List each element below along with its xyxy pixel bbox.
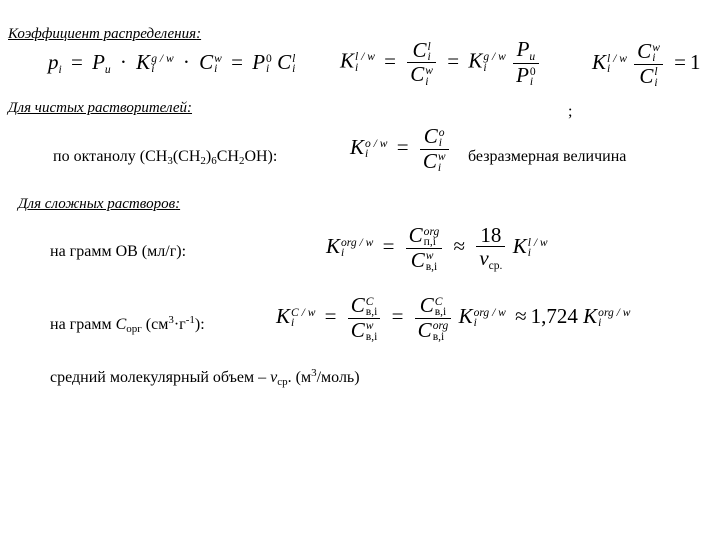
formula-organic-matter: K org / w i = C org п,i C w в,i ≈ $\frac{18}{\nu_{ср.}}$ K l / w i <box>326 223 548 273</box>
fraction: C w i C l i <box>634 40 663 88</box>
fraction: C l i C w i <box>407 39 436 87</box>
fraction: C o i C w i <box>420 125 449 173</box>
semicolon: ; <box>568 103 573 120</box>
formula-carbon-coefficient: K C / w i = C C в,i C w в,i = C C в,i C org в,i K org / w i ≈ 1,724 K org / w i <box>276 293 631 343</box>
heading-text: Коэффициент распределения <box>8 26 197 42</box>
heading-colon: : <box>196 26 202 42</box>
formula-liquid-water-coefficient: K l / w i = C l i C w i = K g / w i $P_u$ P 0 i <box>340 38 541 88</box>
per-gram-ov-label: на грамм ОВ (мл/г): <box>50 243 187 260</box>
heading-distribution-coefficient <box>8 26 201 43</box>
fraction: $P_u$ P 0 i <box>513 38 539 88</box>
heading-complex-solutions: Для сложных растворов: <box>18 196 181 212</box>
octanol-line: по октанолу (CH3(CH2)6CH2OH): <box>53 148 278 167</box>
per-gram-carbon-label: на грамм Cорг $(см^3\cdot г^{-1})$: <box>50 314 205 335</box>
formula-partial-pressure: $p_i = P_u \cdot K$ g / w i · C w i = P 0 i C l i <box>48 50 296 77</box>
fraction: $\frac{18}{\nu_{ср.}}$ <box>476 224 505 272</box>
fraction: C C в,i C org в,i <box>415 294 452 342</box>
fraction: C C в,i C w в,i <box>348 294 381 342</box>
fraction: C org п,i C w в,i <box>406 224 443 272</box>
heading-pure-solvents: Для чистых растворителей: <box>8 100 193 116</box>
dimensionless-note: безразмерная величина <box>468 148 627 165</box>
formula-octanol-water: K o / w i = C o i C w i <box>350 125 451 173</box>
molar-volume-label: средний молекулярный объем – νср. $(м^3/моль)$ <box>50 367 360 388</box>
formula-unity-check: K l / w i C w i C l i = 1 <box>592 39 701 89</box>
